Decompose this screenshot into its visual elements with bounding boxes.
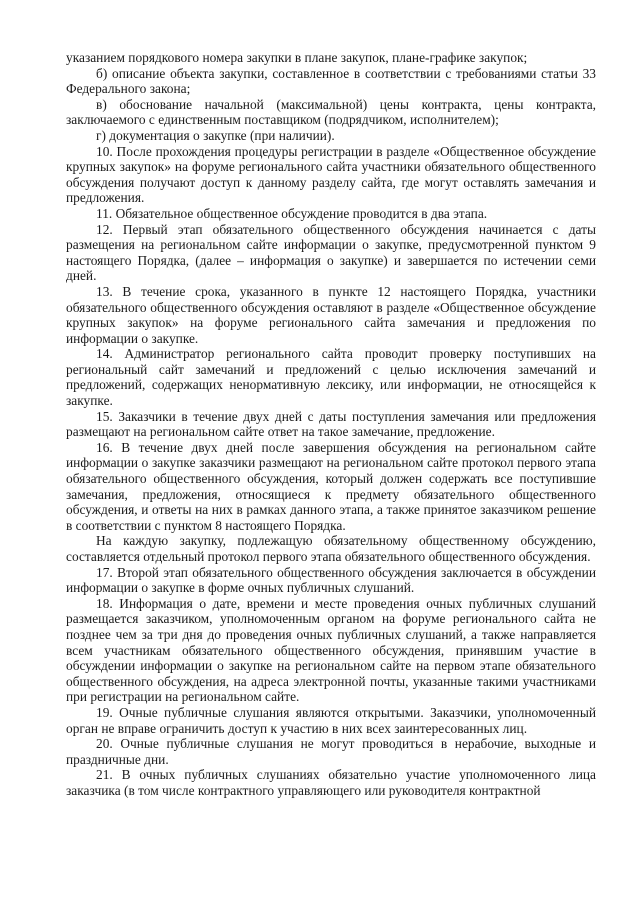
- paragraph-item-v: в) обоснование начальной (максимальной) цены контракта, цены контракта, заключаемого с единственным поставщиком (подрядчиком, исполнителем);: [66, 96, 596, 128]
- paragraph-17: 17. Второй этап обязательного общественного обсуждения заключается в обсуждении информации о закупке в форме очных публичных слушаний.: [66, 564, 596, 596]
- paragraph-16: 16. В течение двух дней после завершения обсуждения на региональном сайте информации о закупке заказчики размещают на региональном сайте протокол первого этапа обязательного общественного обсуждения, который должен содержать все поступившие замечания, предложения, относящиеся к предмету обязательного общественного обсуждения, и ответы на них в рамках данного этапа, а также принятое заказчиком решение в соответствии с пунктом 8 настоящего Порядка.: [66, 439, 596, 533]
- paragraph-item-b: б) описание объекта закупки, составленное в соответствии с требованиями статьи 33 Федерального закона;: [66, 65, 596, 97]
- paragraph-continuation: указанием порядкового номера закупки в плане закупок, плане-графике закупок;: [66, 50, 528, 65]
- paragraph-15: 15. Заказчики в течение двух дней с даты поступления замечания или предложения размещают на региональном сайте ответ на такое замечание, предложение.: [66, 408, 596, 440]
- paragraph-19: 19. Очные публичные слушания являются открытыми. Заказчики, уполномоченный орган не вправе ограничить доступ к участию в них всех заинтересованных лиц.: [66, 704, 596, 736]
- paragraph-16-note: На каждую закупку, подлежащую обязательному общественному обсуждению, составляется отдельный протокол первого этапа обязательного общественного обсуждения.: [66, 533, 596, 564]
- paragraph-item-g: г) документация о закупке (при наличии).: [96, 127, 335, 143]
- paragraph-12: 12. Первый этап обязательного общественного обсуждения начинается с даты размещения на региональном сайте информации о закупке, предусмотренной пунктом 9 настоящего Порядка, (далее – информация о закупке) и завершается по истечении семи дней.: [66, 221, 596, 284]
- paragraph-14: 14. Администратор регионального сайта проводит проверку поступивших на региональный сайт замечаний и предложений с целью исключения замечаний и предложений, содержащих ненормативную лексику, или информации, не относящейся к закупке.: [66, 346, 596, 409]
- paragraph-20: 20. Очные публичные слушания не могут проводиться в нерабочие, выходные и праздничные дни.: [66, 736, 596, 767]
- paragraph-21: 21. В очных публичных слушаниях обязательно участие уполномоченного лица заказчика (в том числе контрактного управляющего или руководителя контрактной: [66, 767, 596, 798]
- paragraph-10: 10. После прохождения процедуры регистрации в разделе «Общественное обсуждение крупных закупок» на форуме регионального сайта участники обязательного общественного обсуждения получают доступ к данному разделу сайта, где могут оставлять замечания и предложения.: [66, 143, 596, 206]
- paragraph-11: 11. Обязательное общественное обсуждение проводится в два этапа.: [96, 205, 488, 221]
- paragraph-13: 13. В течение срока, указанного в пункте 12 настоящего Порядка, участники обязательного общественного обсуждения оставляют в разделе «Общественное обсуждение крупных закупок» на форуме регионального сайта замечания и предложения по информации о закупке.: [66, 283, 596, 346]
- paragraph-18: 18. Информация о дате, времени и месте проведения очных публичных слушаний размещается заказчиком, уполномоченным органом на форуме регионального сайта не позднее чем за три дня до проведения очных публичных слушаний, а также направляется всем участникам обязательного общественного обсуждения, принявшим участие в обсуждении информации о закупке на региональном сайте на первом этапе обязательного общественного обсуждения, на адреса электронной почты, указанные такими участниками при регистрации на региональном сайте.: [66, 595, 596, 705]
